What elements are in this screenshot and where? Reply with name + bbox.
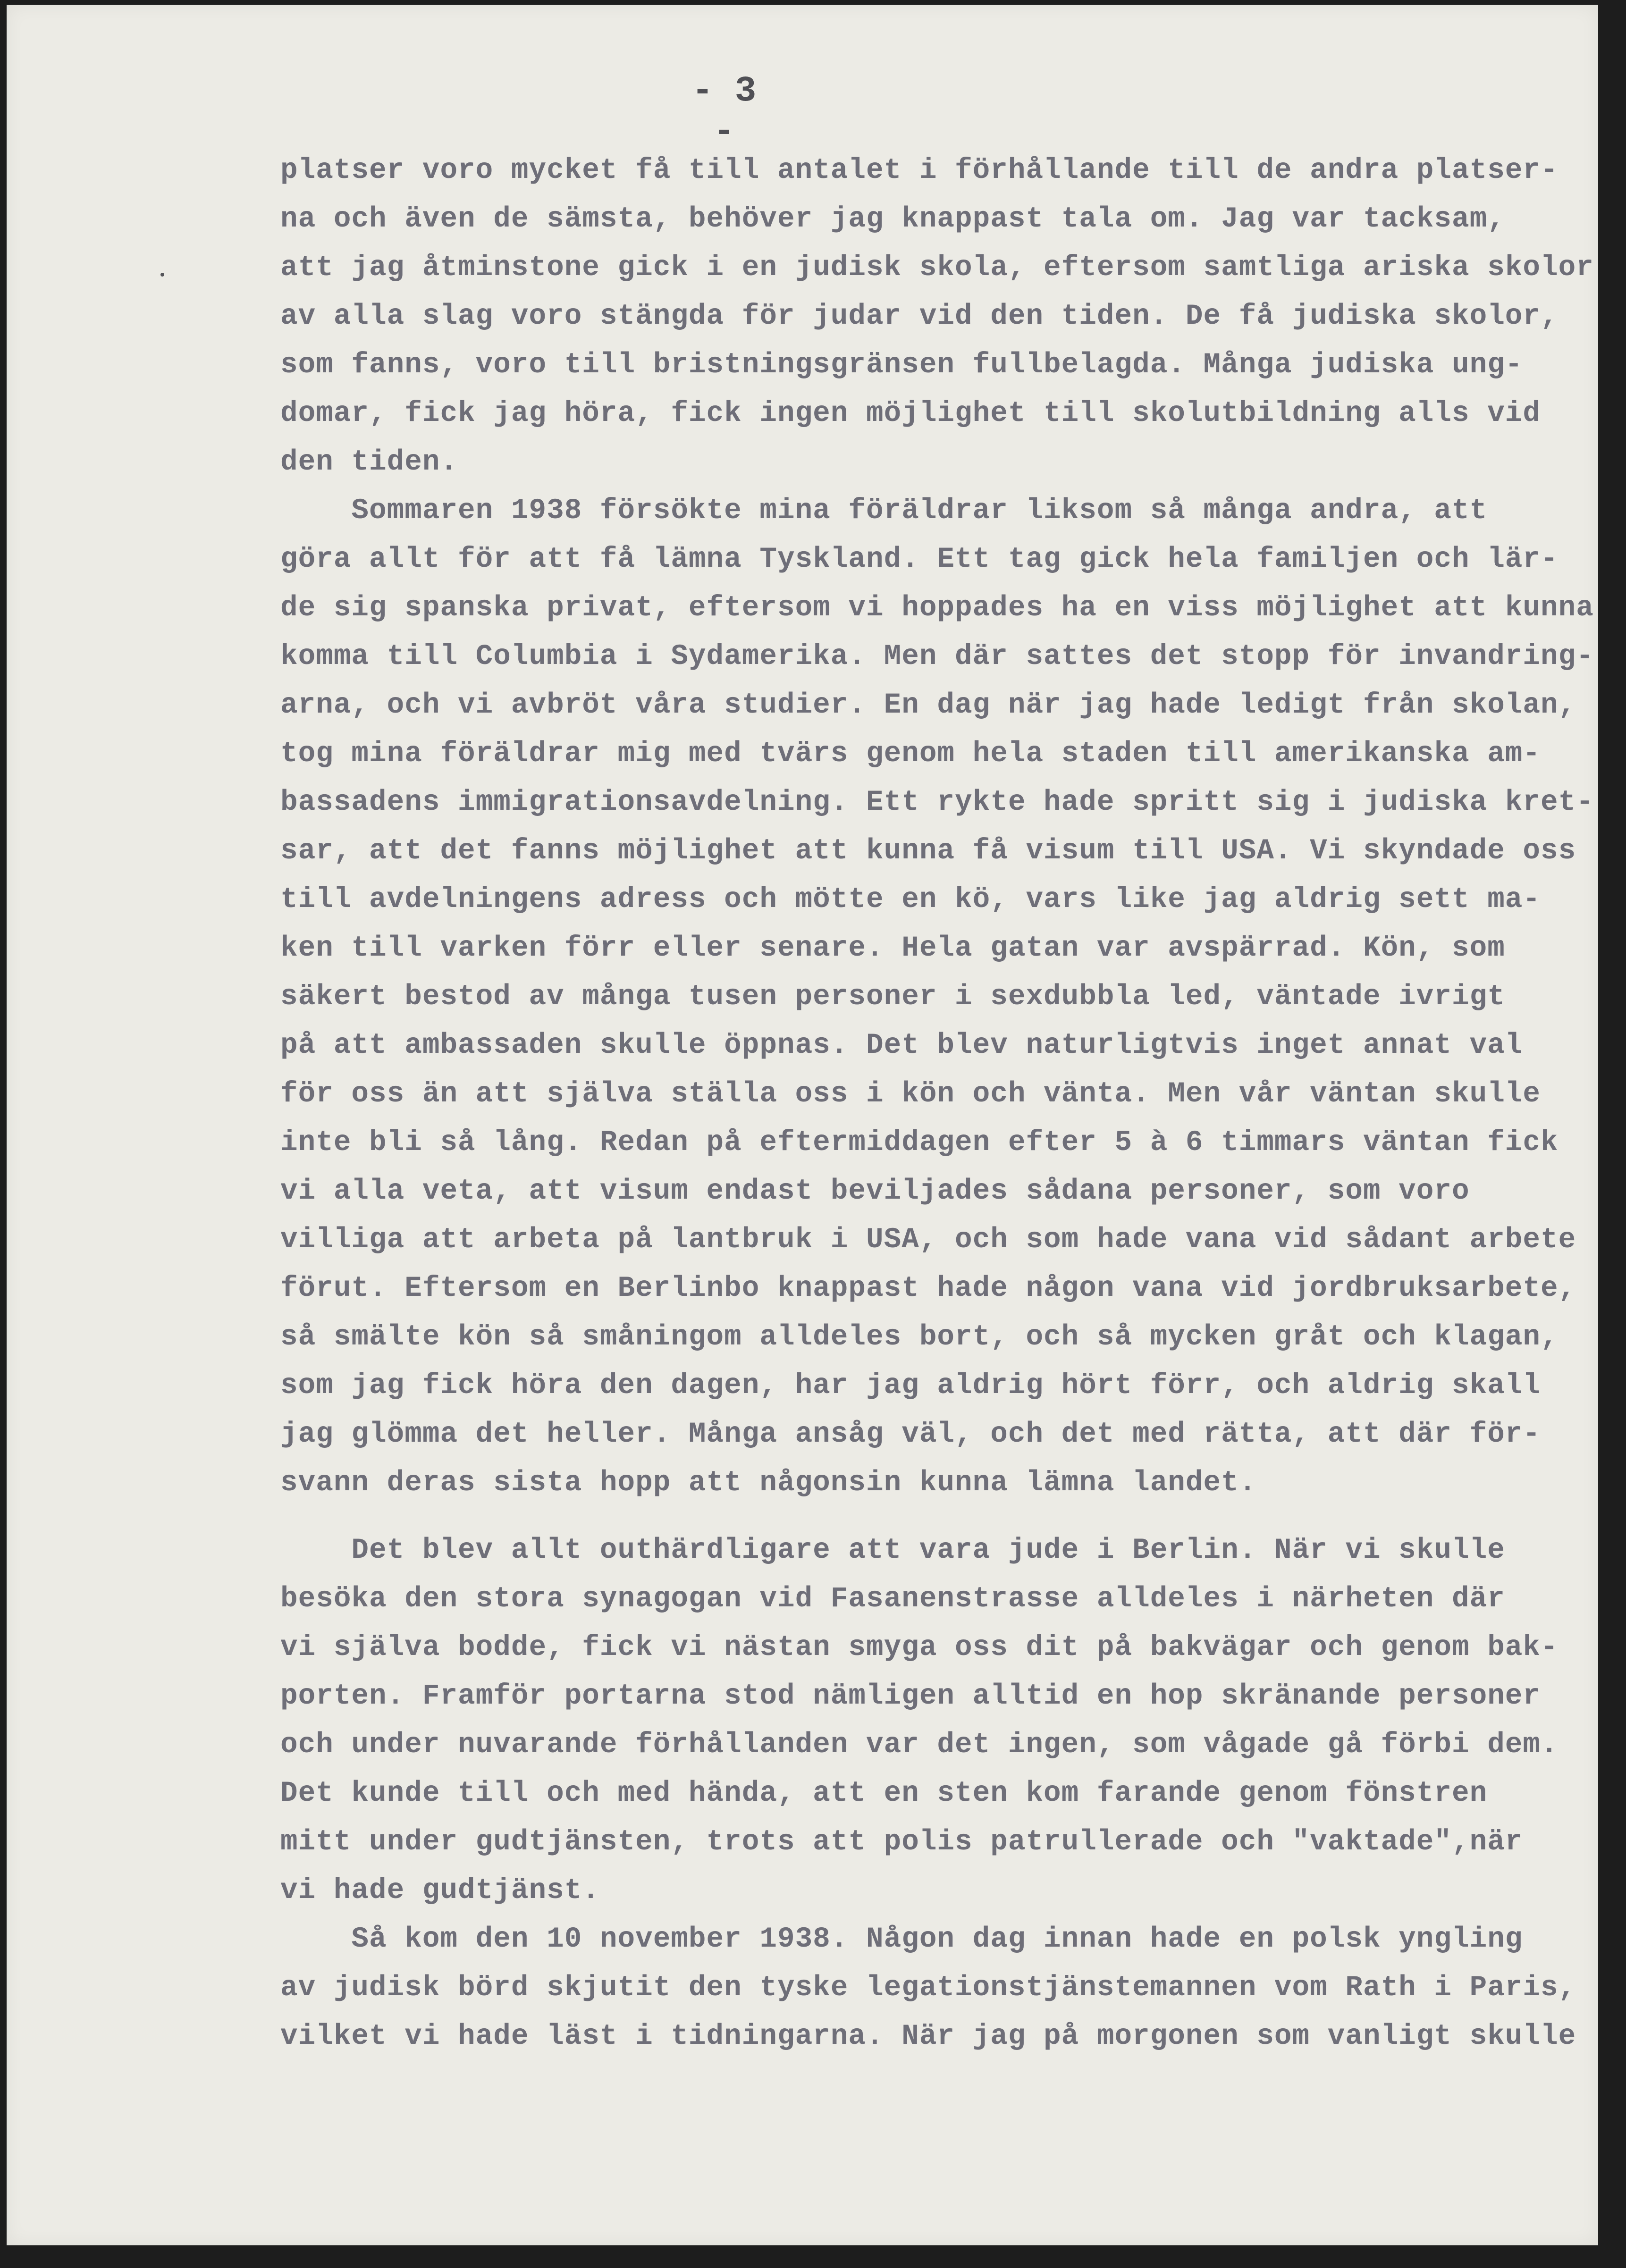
margin-mark <box>160 273 164 277</box>
text-line: av judisk börd skjutit den tyske legationstjänstemannen vom Rath i Paris, <box>280 1972 1576 2004</box>
text-line: Det blev allt outhärdligare att vara jude i Berlin. När vi skulle <box>280 1534 1505 1567</box>
paragraph <box>280 1915 1576 2061</box>
text-line: som fanns, voro till bristningsgränsen fullbelagda. Många judiska ung- <box>280 349 1523 381</box>
text-line: vi själva bodde, fick vi nästan smyga oss dit på bakvägar och genom bak- <box>280 1631 1559 1664</box>
text-line: vi hade gudtjänst. <box>280 1874 600 1907</box>
text-line: och under nuvarande förhållanden var det ingen, som vågade gå förbi dem. <box>280 1729 1559 1761</box>
text-line: vilket vi hade läst i tidningarna. När jag på morgonen som vanligt skulle <box>280 2020 1576 2053</box>
text-line: som jag fick höra den dagen, har jag aldrig hört förr, och aldrig skall <box>280 1369 1541 1402</box>
text-line: na och även de sämsta, behöver jag knappast tala om. Jag var tacksam, <box>280 203 1505 235</box>
text-line: arna, och vi avbröt våra studier. En dag när jag hade ledigt från skolan, <box>280 689 1576 722</box>
text-line: till avdelningens adress och mötte en kö, vars like jag aldrig sett ma- <box>280 883 1541 916</box>
text-line: Sommaren 1938 försökte mina föräldrar liksom så många andra, att <box>280 495 1488 527</box>
text-line: Så kom den 10 november 1938. Någon dag innan hade en polsk yngling <box>280 1923 1523 1956</box>
text-line: jag glömma det heller. Många ansåg väl, och det med rätta, att där för- <box>280 1418 1541 1451</box>
text-line: de sig spanska privat, eftersom vi hoppades ha en viss möjlighet att kunna <box>280 592 1594 624</box>
text-line: för oss än att själva ställa oss i kön och vänta. Men vår väntan skulle <box>280 1078 1541 1110</box>
text-line: av alla slag voro stängda för judar vid den tiden. De få judiska skolor, <box>280 300 1559 333</box>
paragraph <box>280 487 1594 1507</box>
text-line: den tiden. <box>280 446 458 479</box>
paragraph <box>280 146 1594 487</box>
text-line: så smälte kön så småningom alldeles bort, och så mycken gråt och klagan, <box>280 1321 1559 1353</box>
text-line: göra allt för att få lämna Tyskland. Ett tag gick hela familjen och lär- <box>280 543 1559 576</box>
page-number: - 3 - <box>691 71 757 152</box>
text-line: besöka den stora synagogan vid Fasanenstrasse alldeles i närheten där <box>280 1583 1505 1615</box>
text-line: inte bli så lång. Redan på eftermiddagen efter 5 à 6 timmars väntan fick <box>280 1126 1559 1159</box>
text-line: svann deras sista hopp att någonsin kunna lämna landet. <box>280 1467 1257 1499</box>
text-line: domar, fick jag höra, fick ingen möjlighet till skolutbildning alls vid <box>280 397 1541 430</box>
text-line: platser voro mycket få till antalet i förhållande till de andra platser- <box>280 154 1559 187</box>
text-line: mitt under gudtjänsten, trots att polis patrullerade och "vaktade",när <box>280 1826 1523 1858</box>
text-line: förut. Eftersom en Berlinbo knappast hade någon vana vid jordbruksarbete, <box>280 1272 1576 1305</box>
text-line: komma till Columbia i Sydamerika. Men där sattes det stopp för invandring- <box>280 640 1594 673</box>
text-line: sar, att det fanns möjlighet att kunna få visum till USA. Vi skyndade oss <box>280 835 1576 867</box>
text-line: på att ambassaden skulle öppnas. Det blev naturligtvis inget annat val <box>280 1029 1523 1062</box>
text-line: porten. Framför portarna stod nämligen alltid en hop skränande personer <box>280 1680 1541 1713</box>
text-line: att jag åtminstone gick i en judisk skola, eftersom samtliga ariska skolor <box>280 252 1594 284</box>
text-line: säkert bestod av många tusen personer i sexdubbla led, väntade ivrigt <box>280 981 1505 1013</box>
paragraph <box>280 1526 1559 1915</box>
paragraph-gap <box>280 1507 1526 1526</box>
text-line: vi alla veta, att visum endast beviljades sådana personer, som voro <box>280 1175 1470 1208</box>
text-line: Det kunde till och med hända, att en sten kom farande genom fönstren <box>280 1777 1488 1810</box>
text-line: ken till varken förr eller senare. Hela gatan var avspärrad. Kön, som <box>280 932 1505 965</box>
text-line: bassadens immigrationsavdelning. Ett rykte hade spritt sig i judiska kret- <box>280 786 1594 819</box>
text-line: tog mina föräldrar mig med tvärs genom hela staden till amerikanska am- <box>280 738 1541 770</box>
typewritten-page <box>7 5 1598 2245</box>
body-text <box>280 146 1594 2061</box>
text-line: villiga att arbeta på lantbruk i USA, och som hade vana vid sådant arbete <box>280 1224 1576 1256</box>
